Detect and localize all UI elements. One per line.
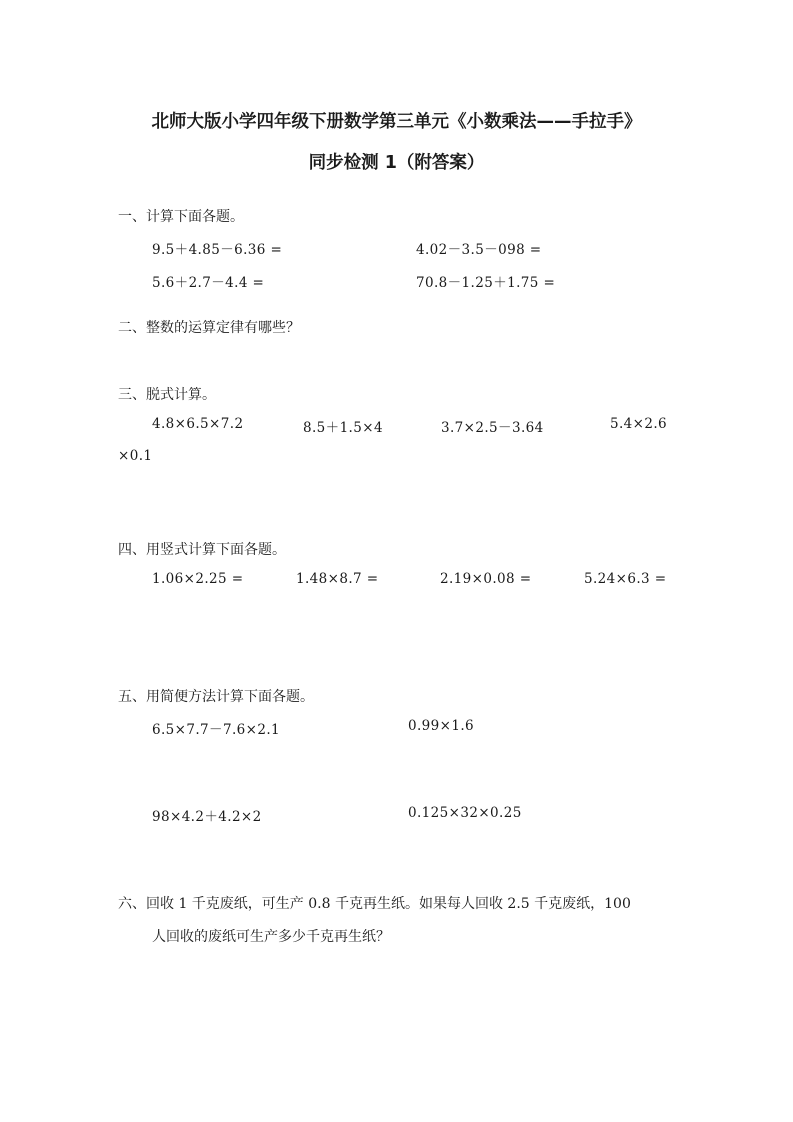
- problem-4-4: 5.24×6.3 =: [584, 571, 667, 587]
- problem-5-4: 0.125×32×0.25: [408, 805, 522, 821]
- section-6-heading: 六、回收 1 千克废纸，可生产 0.8 千克再生纸。如果每人回收 2.5 千克废纸，100: [118, 896, 631, 912]
- problem-1-2: 4.02－3.5－098 =: [416, 242, 542, 258]
- problem-3-4: 5.4×2.6: [610, 416, 668, 432]
- problem-3-1: 4.8×6.5×7.2: [152, 416, 244, 432]
- problem-3-3: 3.7×2.5－3.64: [441, 420, 544, 436]
- section-4-heading: 四、用竖式计算下面各题。: [118, 542, 286, 558]
- problem-4-1: 1.06×2.25 =: [152, 571, 244, 587]
- section-3-heading: 三、脱式计算。: [118, 387, 216, 403]
- page-title: 北师大版小学四年级下册数学第三单元《小数乘法——手拉手》: [151, 112, 642, 132]
- page-subtitle: 同步检测 1（附答案）: [308, 153, 485, 173]
- section-5-heading: 五、用简便方法计算下面各题。: [118, 689, 314, 705]
- problem-4-2: 1.48×8.7 =: [296, 571, 379, 587]
- problem-3-2: 8.5＋1.5×4: [303, 420, 383, 436]
- problem-5-2: 0.99×1.6: [408, 718, 475, 734]
- problem-1-3: 5.6＋2.7－4.4 =: [152, 275, 265, 291]
- section-2-heading: 二、整数的运算定律有哪些？: [118, 320, 300, 336]
- problem-5-3: 98×4.2＋4.2×2: [152, 809, 262, 825]
- problem-4-3: 2.19×0.08 =: [440, 571, 532, 587]
- problem-1-1: 9.5＋4.85－6.36 =: [152, 242, 283, 258]
- section-1-heading: 一、计算下面各题。: [118, 209, 244, 225]
- problem-5-1: 6.5×7.7－7.6×2.1: [152, 722, 281, 738]
- section-6-continuation: 人回收的废纸可生产多少千克再生纸？: [152, 929, 390, 945]
- problem-1-4: 70.8－1.25＋1.75 =: [416, 275, 556, 291]
- problem-3-4-continued: ×0.1: [118, 448, 153, 464]
